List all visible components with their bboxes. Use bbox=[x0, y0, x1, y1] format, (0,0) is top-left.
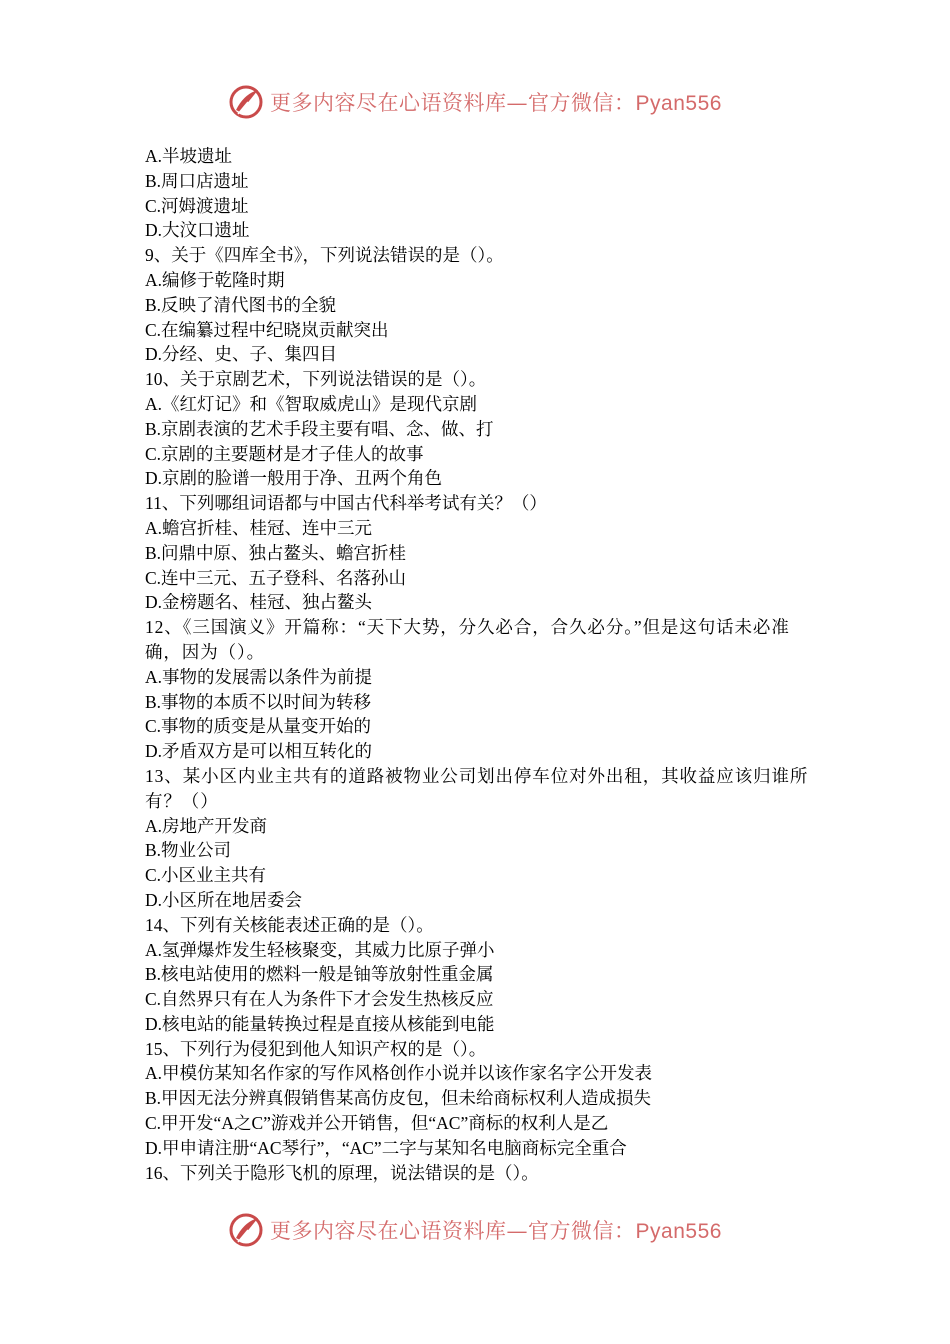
header-banner-text bbox=[270, 87, 722, 117]
option-line: D.大汶口遗址 bbox=[145, 220, 250, 241]
header-banner bbox=[0, 80, 950, 124]
option-line: B.周口店遗址 bbox=[145, 170, 249, 191]
option-line: B.反映了清代图书的全貌 bbox=[145, 294, 337, 315]
quill-logo-icon bbox=[228, 84, 264, 120]
question-11: 11、下列哪组词语都与中国古代科举考试有关？（） bbox=[145, 493, 547, 514]
option-line: A.编修于乾隆时期 bbox=[145, 269, 285, 290]
option-line: B.京剧表演的艺术手段主要有唱、念、做、打 bbox=[145, 418, 494, 439]
option-line: A.氢弹爆炸发生轻核聚变，其威力比原子弹小 bbox=[145, 939, 495, 960]
option-line: B.问鼎中原、独占鳌头、蟾宫折桂 bbox=[145, 542, 407, 563]
option-line: D.矛盾双方是可以相互转化的 bbox=[145, 741, 373, 762]
question-14: 14、下列有关核能表述正确的是（）。 bbox=[145, 914, 434, 935]
option-line: A.蟾宫折桂、桂冠、连中三元 bbox=[145, 517, 373, 538]
option-line: C.自然界只有在人为条件下才会发生热核反应 bbox=[145, 989, 494, 1010]
option-line: C.在编纂过程中纪晓岚贡献突出 bbox=[145, 319, 389, 340]
option-line: D.小区所在地居委会 bbox=[145, 889, 303, 910]
option-line: A.甲模仿某知名作家的写作风格创作小说并以该作家名字公开发表 bbox=[145, 1063, 653, 1084]
footer-banner bbox=[0, 1208, 950, 1252]
option-line: B.物业公司 bbox=[145, 840, 232, 861]
question-16: 16、下列关于隐形飞机的原理，说法错误的是（）。 bbox=[145, 1162, 539, 1183]
option-line: C.京剧的主要题材是才子佳人的故事 bbox=[145, 443, 424, 464]
option-line: D.分经、史、子、集四目 bbox=[145, 344, 338, 365]
question-9: 9、关于《四库全书》，下列说法错误的是（）。 bbox=[145, 245, 504, 266]
footer-banner-label: 更多内容尽在心语资料库—官方微信： bbox=[270, 1219, 636, 1243]
option-line: B.事物的本质不以时间为转移 bbox=[145, 691, 372, 712]
option-line: C.河姆渡遗址 bbox=[145, 195, 249, 216]
option-line: D.京剧的脸谱一般用于净、丑两个角色 bbox=[145, 468, 443, 489]
question-15: 15、下列行为侵犯到他人知识产权的是（）。 bbox=[145, 1038, 487, 1059]
option-line: A.《红灯记》和《智取威虎山》是现代京剧 bbox=[145, 393, 478, 414]
option-line: D.金榜题名、桂冠、独占鳌头 bbox=[145, 592, 373, 613]
option-line: C.事物的质变是从量变开始的 bbox=[145, 716, 372, 737]
option-line: D.甲申请注册“AC琴行”，“AC”二字与某知名电脑商标完全重合 bbox=[145, 1137, 627, 1158]
option-line: B.甲因无法分辨真假销售某高仿皮包，但未给商标权利人造成损失 bbox=[145, 1088, 652, 1109]
header-banner-handle: Pyan556 bbox=[635, 92, 722, 115]
footer-banner-handle: Pyan556 bbox=[635, 1220, 722, 1243]
question-list bbox=[145, 144, 815, 1185]
option-line: C.甲开发“A之C”游戏并公开销售，但“AC”商标的权利人是乙 bbox=[145, 1113, 609, 1134]
option-line: A.半坡遗址 bbox=[145, 146, 233, 166]
option-line: C.小区业主共有 bbox=[145, 865, 267, 886]
question-13: 13、某小区内业主共有的道路被物业公司划出停车位对外出租，其收益应该归谁所有？（） bbox=[145, 765, 809, 811]
option-line: D.核电站的能量转换过程是直接从核能到电能 bbox=[145, 1013, 495, 1034]
footer-banner-text bbox=[270, 1215, 722, 1245]
quill-logo-icon bbox=[228, 1212, 264, 1248]
option-line: B.核电站使用的燃料一般是铀等放射性重金属 bbox=[145, 964, 494, 985]
option-line: A.房地产开发商 bbox=[145, 815, 268, 836]
question-10: 10、关于京剧艺术，下列说法错误的是（）。 bbox=[145, 369, 487, 390]
option-line: A.事物的发展需以条件为前提 bbox=[145, 666, 373, 687]
header-banner-label: 更多内容尽在心语资料库—官方微信： bbox=[270, 91, 636, 115]
question-12: 12、《三国演义》开篇称：“天下大势，分久必合，合久必分。”但是这句话未必准确，因为（）。 bbox=[145, 617, 790, 662]
option-line: C.连中三元、五子登科、名落孙山 bbox=[145, 567, 407, 588]
